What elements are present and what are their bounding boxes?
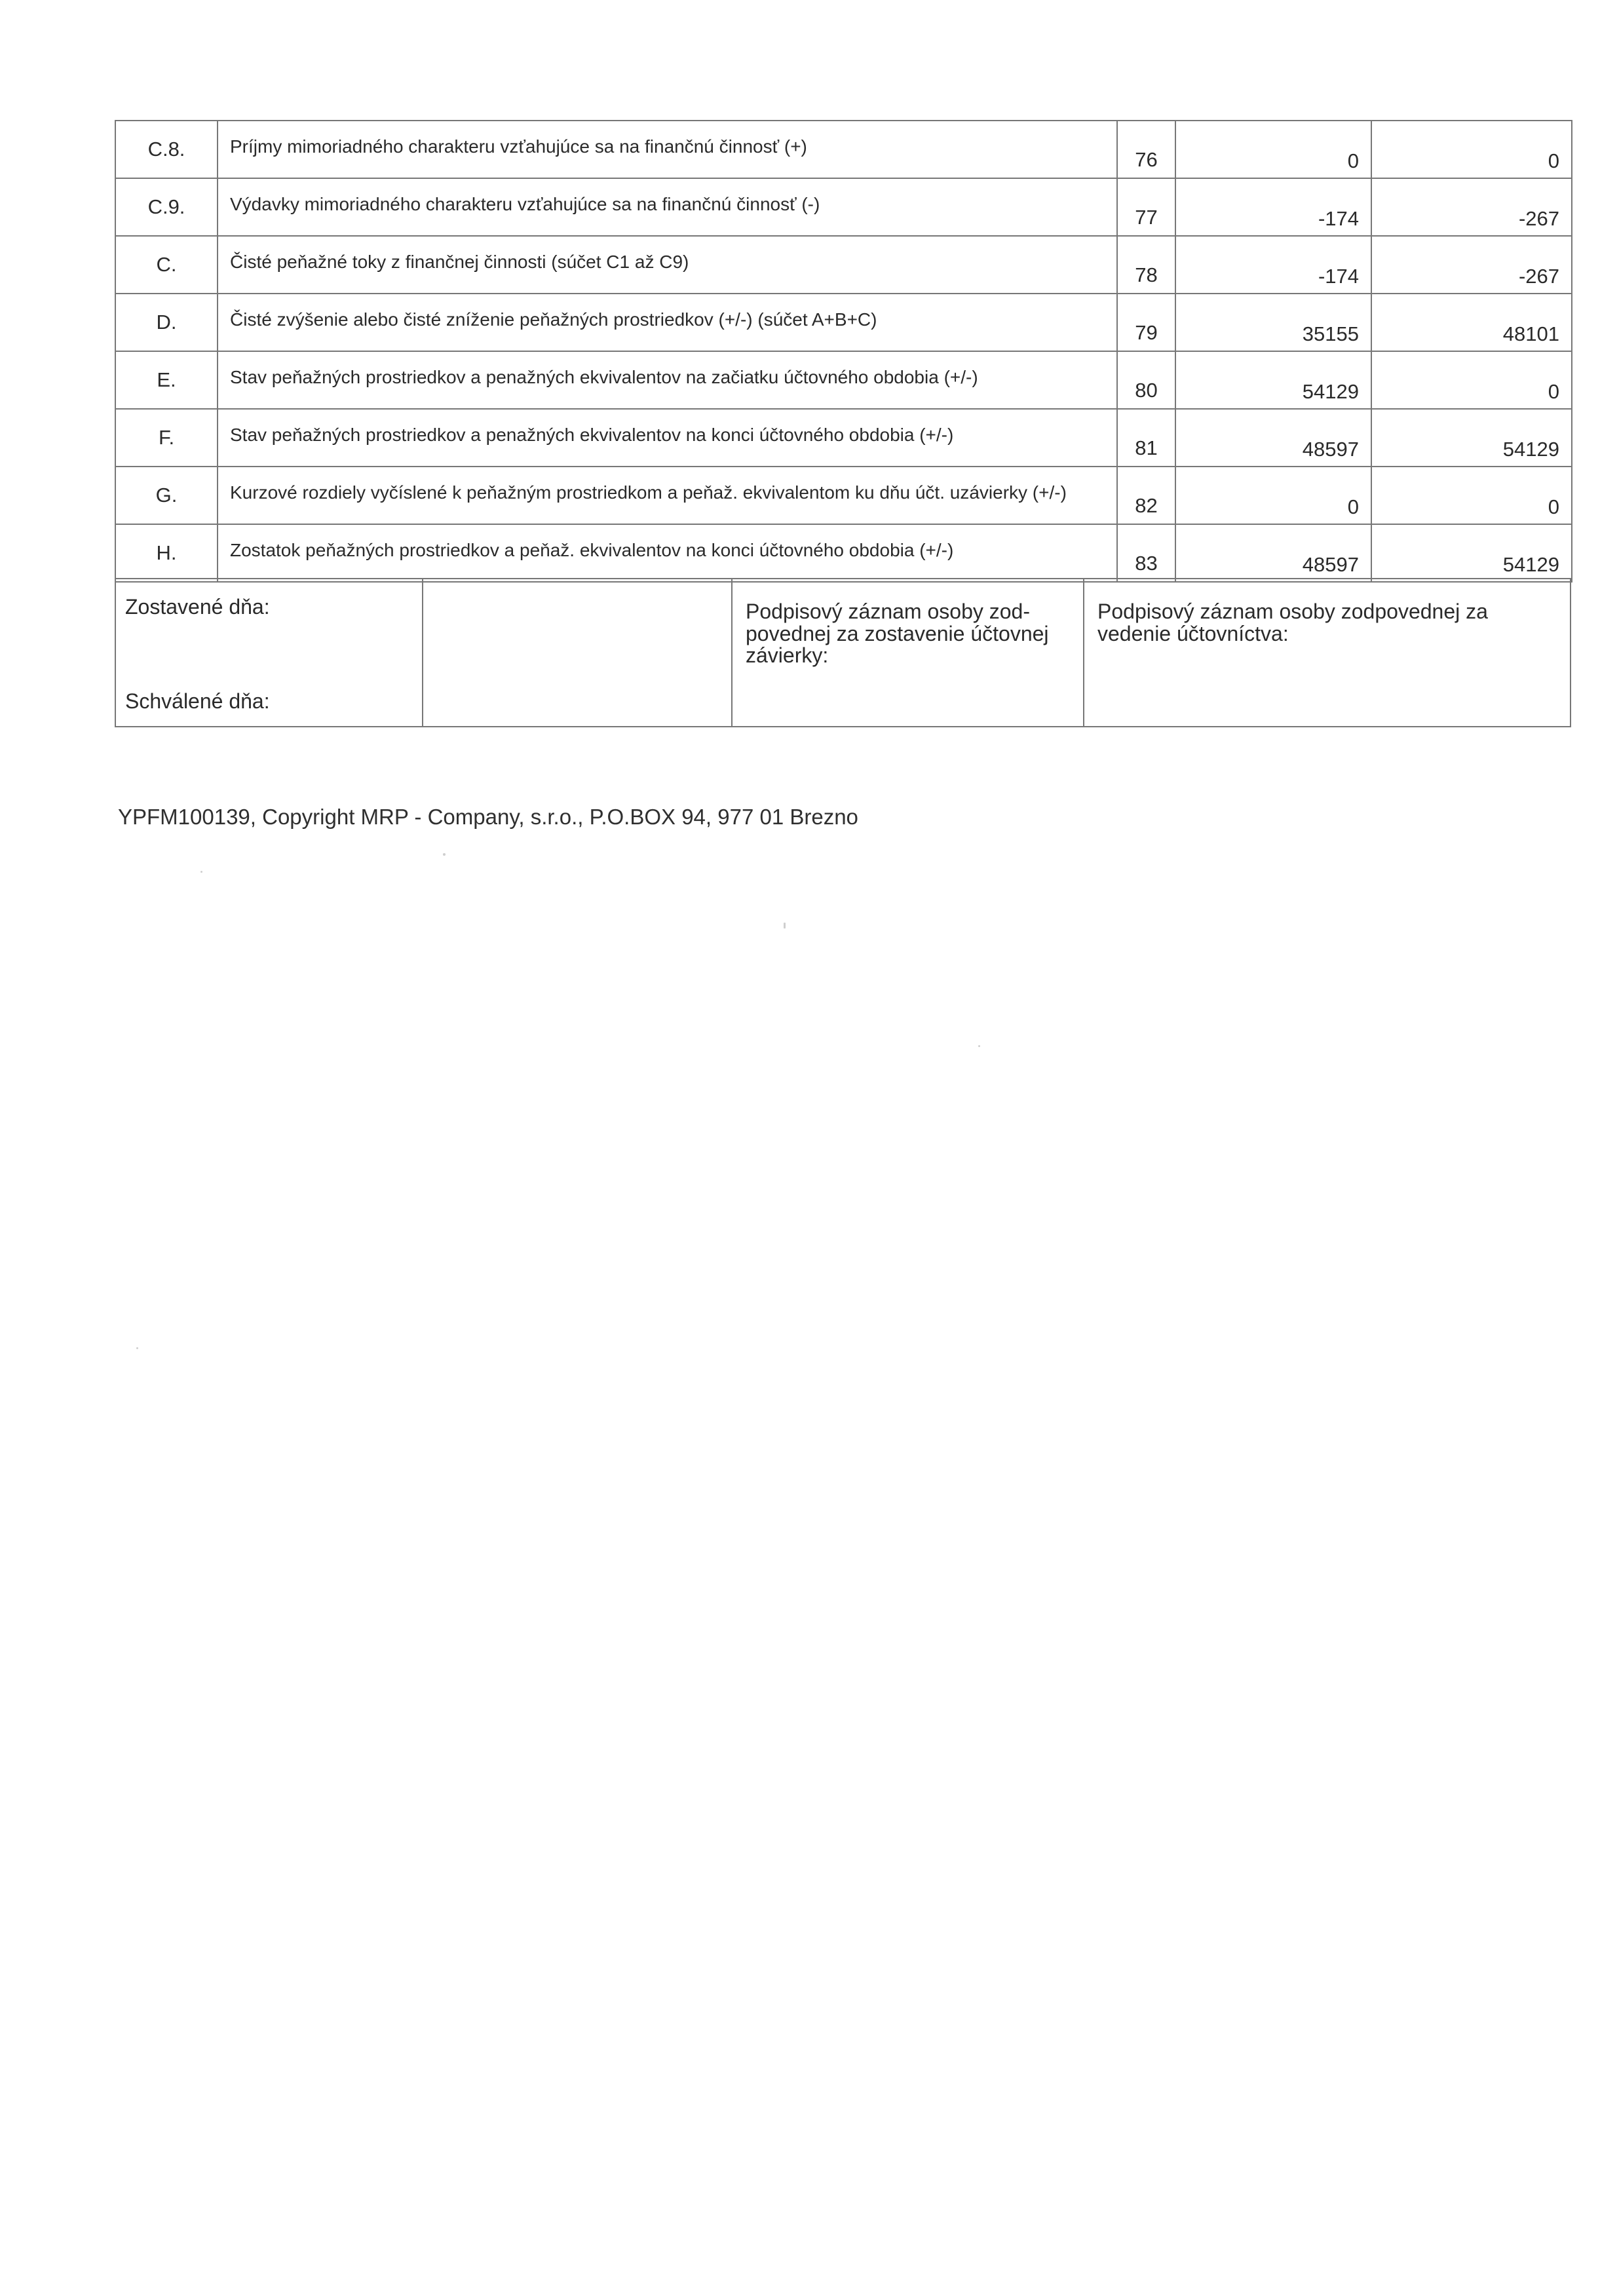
row-number: 82 [1117, 467, 1175, 524]
row-description: Čisté zvýšenie alebo čisté zníženie peňažných prostriedkov (+/-) (súčet A+B+C) [218, 294, 1117, 351]
current-period-value: 0 [1175, 467, 1371, 524]
preparer-signature-label-line2: povednej za zostavenie účtovnej [746, 621, 1049, 645]
current-period-value: 0 [1175, 121, 1371, 178]
preparer-signature-cell[interactable] [732, 579, 1084, 727]
compiled-date-label: Zostavené dňa: [125, 595, 270, 619]
row-description: Výdavky mimoriadného charakteru vzťahujúce sa na finančnú činnosť (-) [218, 178, 1117, 236]
previous-period-value: 48101 [1371, 294, 1572, 351]
previous-period-value: -267 [1371, 236, 1572, 294]
current-period-value: 35155 [1175, 294, 1371, 351]
cash-flow-table [115, 120, 1572, 583]
previous-period-value: 0 [1371, 351, 1572, 409]
current-period-value: -174 [1175, 236, 1371, 294]
row-description: Zostatok peňažných prostriedkov a peňaž. ekvivalentov na konci účtovného obdobia (+/-) [218, 524, 1117, 582]
previous-period-value: 54129 [1371, 409, 1572, 467]
current-period-value: -174 [1175, 178, 1371, 236]
row-code: F. [115, 409, 218, 467]
row-number: 76 [1117, 121, 1175, 178]
table-row [115, 351, 1572, 409]
accountant-signature-label-line2: vedenie účtovníctva: [1097, 621, 1289, 645]
dates-value-cell[interactable] [423, 579, 732, 727]
previous-period-value: 54129 [1371, 524, 1572, 582]
row-code: D. [115, 294, 218, 351]
current-period-value: 48597 [1175, 524, 1371, 582]
row-code: C.9. [115, 178, 218, 236]
table-row [115, 467, 1572, 524]
row-number: 77 [1117, 178, 1175, 236]
preparer-signature-label-line3: závierky: [746, 643, 829, 668]
row-description: Stav peňažných prostriedkov a penažných ekvivalentov na konci účtovného obdobia (+/-) [218, 409, 1117, 467]
previous-period-value: -267 [1371, 178, 1572, 236]
scan-speck [978, 1045, 980, 1047]
table-row [115, 178, 1572, 236]
table-row [115, 294, 1572, 351]
approved-date-label: Schválené dňa: [125, 689, 270, 713]
row-description: Stav peňažných prostriedkov a penažných ekvivalentov na začiatku účtovného obdobia (+/-) [218, 351, 1117, 409]
row-code: C.8. [115, 121, 218, 178]
row-number: 78 [1117, 236, 1175, 294]
table-row [115, 236, 1572, 294]
row-code: G. [115, 467, 218, 524]
accountant-signature-label-line1: Podpisový záznam osoby zodpovednej za [1097, 600, 1488, 623]
copyright-footer: YPFM100139, Copyright MRP - Company, s.r.o., P.O.BOX 94, 977 01 Brezno [118, 805, 858, 829]
row-code: H. [115, 524, 218, 582]
dates-cell [115, 579, 423, 727]
row-code: C. [115, 236, 218, 294]
signature-row [115, 579, 1571, 727]
current-period-value: 54129 [1175, 351, 1371, 409]
row-code: E. [115, 351, 218, 409]
preparer-signature-label-line1: Podpisový záznam osoby zod- [746, 600, 1030, 623]
signature-table [115, 578, 1571, 727]
row-number: 83 [1117, 524, 1175, 582]
row-description: Príjmy mimoriadného charakteru vzťahujúce sa na finančnú činnosť (+) [218, 121, 1117, 178]
row-number: 81 [1117, 409, 1175, 467]
previous-period-value: 0 [1371, 467, 1572, 524]
scan-speck [443, 853, 446, 856]
previous-period-value: 0 [1371, 121, 1572, 178]
row-number: 79 [1117, 294, 1175, 351]
row-description: Čisté peňažné toky z finančnej činnosti (súčet C1 až C9) [218, 236, 1117, 294]
scan-speck [784, 923, 786, 928]
scan-speck [200, 871, 202, 873]
current-period-value: 48597 [1175, 409, 1371, 467]
row-number: 80 [1117, 351, 1175, 409]
accountant-signature-cell[interactable] [1084, 579, 1571, 727]
table-row [115, 121, 1572, 178]
table-row [115, 409, 1572, 467]
scan-speck [136, 1347, 138, 1349]
table-row [115, 524, 1572, 582]
row-description: Kurzové rozdiely vyčíslené k peňažným prostriedkom a peňaž. ekvivalentom ku dňu účt. uzávierky (+/-) [218, 467, 1117, 524]
